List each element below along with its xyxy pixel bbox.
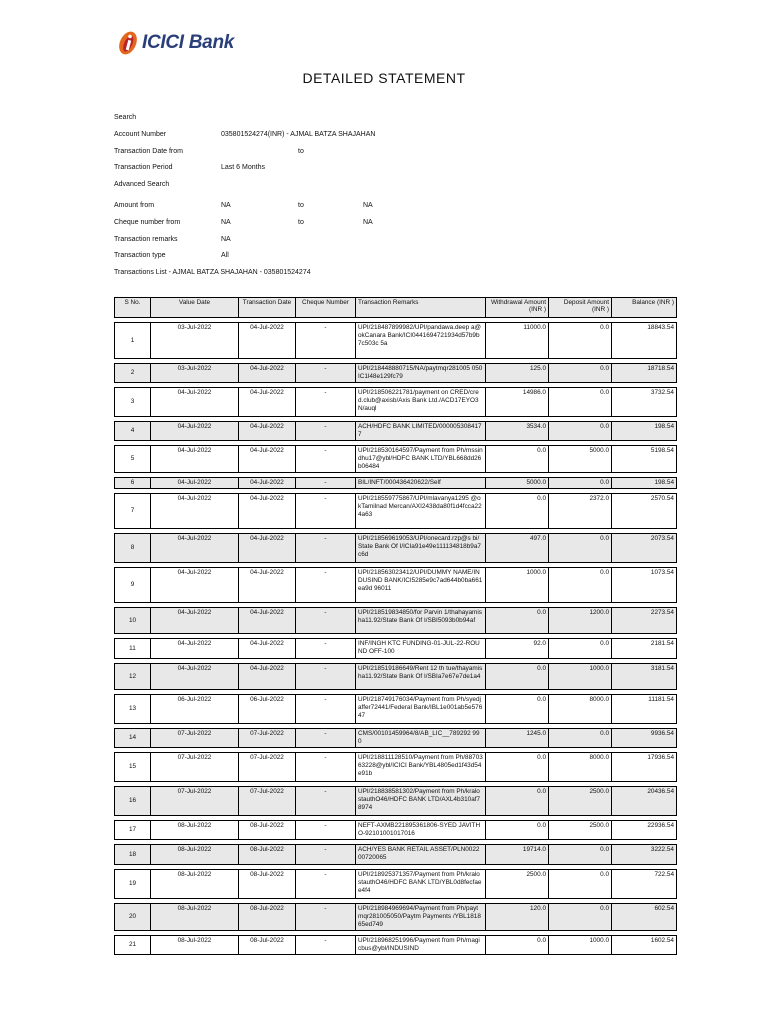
cell-cheque-number: - — [296, 821, 356, 840]
cell-sno: 12 — [115, 664, 151, 690]
cell-remarks: UPI/218811128510/Payment from Ph/8870363228@ybl/ICICI Bank/YBL4805ed1f43d54e91b — [356, 753, 486, 782]
cell-remarks: UPI/218569619053/UPI/onecard.rzp@s bi/State Bank Of I/ICIa91e49e111134818b9a7c6d — [356, 534, 486, 563]
cell-cheque-number: - — [296, 904, 356, 931]
table-row — [115, 753, 677, 782]
cell-withdrawal: 0.0 — [486, 608, 549, 634]
bank-name: ICICI Bank — [142, 32, 235, 53]
cell-withdrawal: 0.0 — [486, 936, 549, 955]
cell-deposit: 5000.0 — [549, 446, 612, 473]
cell-withdrawal: 125.0 — [486, 364, 549, 383]
cell-transaction-date: 04-Jul-2022 — [239, 422, 296, 441]
cell-cheque-number: - — [296, 787, 356, 816]
cell-value-date: 08-Jul-2022 — [151, 936, 239, 955]
cell-deposit: 0.0 — [549, 639, 612, 659]
cell-balance: 17936.54 — [612, 753, 677, 782]
cell-balance: 11181.54 — [612, 695, 677, 724]
cell-deposit: 8000.0 — [549, 753, 612, 782]
transactions-table — [114, 297, 677, 955]
table-row — [115, 478, 677, 489]
cell-cheque-number: - — [296, 753, 356, 782]
cell-withdrawal: 0.0 — [486, 494, 549, 529]
cell-transaction-date: 04-Jul-2022 — [239, 534, 296, 563]
cell-deposit: 1000.0 — [549, 936, 612, 955]
cell-value-date: 06-Jul-2022 — [151, 695, 239, 724]
cell-balance: 198.54 — [612, 422, 677, 441]
cell-cheque-number: - — [296, 422, 356, 441]
cell-transaction-date: 07-Jul-2022 — [239, 787, 296, 816]
date-to-label: to — [298, 147, 304, 155]
amount-from-label: Amount from — [114, 201, 155, 209]
cell-value-date: 08-Jul-2022 — [151, 870, 239, 899]
cell-sno: 7 — [115, 494, 151, 529]
cell-balance: 22936.54 — [612, 821, 677, 840]
cell-deposit: 0.0 — [549, 845, 612, 865]
cell-sno: 4 — [115, 422, 151, 441]
cell-balance: 2073.54 — [612, 534, 677, 563]
cell-deposit: 8000.0 — [549, 695, 612, 724]
cell-sno: 11 — [115, 639, 151, 659]
cell-value-date: 08-Jul-2022 — [151, 845, 239, 865]
cell-deposit: 0.0 — [549, 534, 612, 563]
cell-remarks: UPI/218519834850/for Parvin 1/thahayamisha11.92/State Bank Of I/SBI5093b0b94af — [356, 608, 486, 634]
cell-cheque-number: - — [296, 478, 356, 489]
cell-cheque-number: - — [296, 608, 356, 634]
cell-sno: 16 — [115, 787, 151, 816]
cell-transaction-date: 08-Jul-2022 — [239, 904, 296, 931]
page-title: DETAILED STATEMENT — [302, 70, 466, 86]
cell-balance: 2570.54 — [612, 494, 677, 529]
cell-value-date: 04-Jul-2022 — [151, 568, 239, 603]
cell-withdrawal: 1000.0 — [486, 568, 549, 603]
cell-value-date: 04-Jul-2022 — [151, 534, 239, 563]
cell-remarks: BIL/INFT/000436420622/Self — [356, 478, 486, 489]
cell-value-date: 07-Jul-2022 — [151, 787, 239, 816]
cell-sno: 5 — [115, 446, 151, 473]
cell-balance: 3181.54 — [612, 664, 677, 690]
cell-balance: 1073.54 — [612, 568, 677, 603]
cell-balance: 18843.54 — [612, 323, 677, 359]
cell-remarks: UPI/218563023412/UPI/DUMMY NAME/INDUSIND BANK/ICI5285e9c7ad644b0ba661ea9d 96011 — [356, 568, 486, 603]
table-row — [115, 446, 677, 473]
cell-withdrawal: 0.0 — [486, 787, 549, 816]
cheque-to-value: NA — [363, 218, 373, 226]
cell-transaction-date: 04-Jul-2022 — [239, 568, 296, 603]
cheque-to-label: to — [298, 218, 304, 226]
cell-value-date: 03-Jul-2022 — [151, 364, 239, 383]
cell-deposit: 1000.0 — [549, 664, 612, 690]
cell-balance: 3732.54 — [612, 388, 677, 417]
cell-cheque-number: - — [296, 568, 356, 603]
cell-sno: 21 — [115, 936, 151, 955]
advanced-search-label: Advanced Search — [114, 181, 170, 189]
col-cheque-number: Cheque Number — [296, 298, 356, 318]
cell-sno: 6 — [115, 478, 151, 489]
col-transaction-date: Transaction Date — [239, 298, 296, 318]
cell-withdrawal: 11000.0 — [486, 323, 549, 359]
cell-value-date: 03-Jul-2022 — [151, 323, 239, 359]
cell-remarks: ACH/YES BANK RETAIL ASSET/PLN002200720065 — [356, 845, 486, 865]
transactions-list-title: Transactions List - AJMAL BATZA SHAJAHAN - 035801524274 — [114, 269, 311, 277]
cell-remarks: UPI/218530164597/Payment from Ph/mssindhu17@ybl/HDFC BANK LTD/YBL668dd26b06484 — [356, 446, 486, 473]
cell-sno: 19 — [115, 870, 151, 899]
cell-balance: 1602.54 — [612, 936, 677, 955]
cell-value-date: 08-Jul-2022 — [151, 821, 239, 840]
cell-transaction-date: 07-Jul-2022 — [239, 753, 296, 782]
cell-transaction-date: 04-Jul-2022 — [239, 446, 296, 473]
cell-transaction-date: 04-Jul-2022 — [239, 388, 296, 417]
cell-sno: 3 — [115, 388, 151, 417]
cell-remarks: UPI/218968251996/Payment from Ph/magicbus@ybl/INDUSIND — [356, 936, 486, 955]
cell-value-date: 04-Jul-2022 — [151, 422, 239, 441]
table-row — [115, 422, 677, 441]
cell-transaction-date: 04-Jul-2022 — [239, 664, 296, 690]
cell-withdrawal: 1245.0 — [486, 729, 549, 748]
col-deposit: Deposit Amount (INR ) — [549, 298, 612, 318]
table-header-row — [115, 298, 677, 318]
cell-remarks: NEFT-AXMB221895361806-SYED JAVITH O-92101001017016 — [356, 821, 486, 840]
cell-deposit: 0.0 — [549, 388, 612, 417]
cell-remarks: UPI/218984969694/Payment from Ph/paytmqr281005050/Paytm Payments /YBL181865ed749 — [356, 904, 486, 931]
cell-cheque-number: - — [296, 388, 356, 417]
cell-balance: 2273.54 — [612, 608, 677, 634]
cell-withdrawal: 0.0 — [486, 821, 549, 840]
cell-withdrawal: 92.0 — [486, 639, 549, 659]
table-row — [115, 870, 677, 899]
cell-cheque-number: - — [296, 664, 356, 690]
cell-deposit: 2500.0 — [549, 821, 612, 840]
cell-transaction-date: 08-Jul-2022 — [239, 936, 296, 955]
table-row — [115, 364, 677, 383]
cell-withdrawal: 19714.0 — [486, 845, 549, 865]
remarks-value: NA — [221, 235, 231, 243]
cell-value-date: 07-Jul-2022 — [151, 729, 239, 748]
cell-deposit: 0.0 — [549, 364, 612, 383]
cell-withdrawal: 0.0 — [486, 446, 549, 473]
cell-remarks: UPI/218838581302/Payment from Ph/kralostauthO46/HDFC BANK LTD/AXL4b310af78974 — [356, 787, 486, 816]
table-row — [115, 494, 677, 529]
period-value: Last 6 Months — [221, 164, 265, 172]
cell-sno: 9 — [115, 568, 151, 603]
cell-value-date: 04-Jul-2022 — [151, 664, 239, 690]
cell-sno: 2 — [115, 364, 151, 383]
cell-remarks: UPI/218925371357/Payment from Ph/kralostauthO46/HDFC BANK LTD/YBL0d8fecfaee4f4 — [356, 870, 486, 899]
cell-cheque-number: - — [296, 729, 356, 748]
cell-remarks: UPI/218506221781/payment on CRED/cred.club@axisb/Axis Bank Ltd./ACD17EYO3N/auql — [356, 388, 486, 417]
cell-cheque-number: - — [296, 639, 356, 659]
cell-transaction-date: 06-Jul-2022 — [239, 695, 296, 724]
table-row — [115, 664, 677, 690]
table-row — [115, 608, 677, 634]
col-value-date: Value Date — [151, 298, 239, 318]
cell-balance: 5198.54 — [612, 446, 677, 473]
table-row — [115, 639, 677, 659]
cell-deposit: 1200.0 — [549, 608, 612, 634]
period-label: Transaction Period — [114, 164, 173, 172]
date-from-label: Transaction Date from — [114, 147, 183, 155]
cell-remarks: ACH/HDFC BANK LIMITED/0000053084177 — [356, 422, 486, 441]
cell-cheque-number: - — [296, 870, 356, 899]
cell-withdrawal: 120.0 — [486, 904, 549, 931]
cell-deposit: 0.0 — [549, 568, 612, 603]
cell-sno: 8 — [115, 534, 151, 563]
table-row — [115, 845, 677, 865]
type-value: All — [221, 252, 229, 260]
cell-balance: 9936.54 — [612, 729, 677, 748]
cell-sno: 20 — [115, 904, 151, 931]
table-row — [115, 323, 677, 359]
cell-transaction-date: 07-Jul-2022 — [239, 729, 296, 748]
table-row — [115, 729, 677, 748]
cell-transaction-date: 04-Jul-2022 — [239, 494, 296, 529]
cell-sno: 14 — [115, 729, 151, 748]
amount-to-label: to — [298, 201, 304, 209]
cell-sno: 1 — [115, 323, 151, 359]
cell-sno: 17 — [115, 821, 151, 840]
table-row — [115, 534, 677, 563]
cell-balance: 602.54 — [612, 904, 677, 931]
col-balance: Balance (INR ) — [612, 298, 677, 318]
search-label: Search — [114, 114, 137, 121]
cell-cheque-number: - — [296, 364, 356, 383]
cell-deposit: 0.0 — [549, 323, 612, 359]
cell-cheque-number: - — [296, 695, 356, 724]
cell-balance: 20436.54 — [612, 787, 677, 816]
cell-transaction-date: 04-Jul-2022 — [239, 639, 296, 659]
amount-to-value: NA — [363, 201, 373, 209]
cell-cheque-number: - — [296, 936, 356, 955]
type-label: Transaction type — [114, 252, 166, 260]
bank-logo — [117, 30, 234, 56]
cell-remarks: UPI/218559775867/UPI/mlavanya1295 @okTamilnad Mercan/AXI2438da80f1d4fcca224a63 — [356, 494, 486, 529]
cell-balance: 722.54 — [612, 870, 677, 899]
cell-withdrawal: 497.0 — [486, 534, 549, 563]
cell-withdrawal: 5000.0 — [486, 478, 549, 489]
cell-transaction-date: 04-Jul-2022 — [239, 478, 296, 489]
cell-deposit: 2372.0 — [549, 494, 612, 529]
table-row — [115, 936, 677, 955]
col-remarks: Transaction Remarks — [356, 298, 486, 318]
cell-balance: 2181.54 — [612, 639, 677, 659]
cell-cheque-number: - — [296, 845, 356, 865]
cell-transaction-date: 08-Jul-2022 — [239, 845, 296, 865]
col-sno: S No. — [115, 298, 151, 318]
cell-balance: 18718.54 — [612, 364, 677, 383]
icici-logo-icon — [117, 30, 139, 56]
table-row — [115, 904, 677, 931]
table-row — [115, 821, 677, 840]
cell-transaction-date: 04-Jul-2022 — [239, 608, 296, 634]
cell-remarks: UPI/218448880715/NA/paytmqr281005 050IC1l48e129fc79 — [356, 364, 486, 383]
cell-cheque-number: - — [296, 534, 356, 563]
cell-deposit: 0.0 — [549, 904, 612, 931]
remarks-label: Transaction remarks — [114, 235, 178, 243]
cell-withdrawal: 0.0 — [486, 695, 549, 724]
cell-deposit: 0.0 — [549, 870, 612, 899]
cell-value-date: 08-Jul-2022 — [151, 904, 239, 931]
cell-remarks: UPI/218749176034/Payment from Ph/syedjaffer72441/Federal Bank/IBL1e001ab5e57647 — [356, 695, 486, 724]
cell-cheque-number: - — [296, 446, 356, 473]
cell-sno: 13 — [115, 695, 151, 724]
table-row — [115, 695, 677, 724]
cell-value-date: 04-Jul-2022 — [151, 478, 239, 489]
cell-deposit: 2500.0 — [549, 787, 612, 816]
cell-deposit: 0.0 — [549, 478, 612, 489]
cell-remarks: UPI/218487899982/UPI/pandawa.deep a@okCanara Bank/ICI0441694721934d57b9b7c503c 5a — [356, 323, 486, 359]
cell-withdrawal: 14986.0 — [486, 388, 549, 417]
cell-transaction-date: 08-Jul-2022 — [239, 821, 296, 840]
cell-sno: 10 — [115, 608, 151, 634]
cell-withdrawal: 2500.0 — [486, 870, 549, 899]
table-row — [115, 388, 677, 417]
cell-transaction-date: 08-Jul-2022 — [239, 870, 296, 899]
col-withdrawal: Withdrawal Amount (INR ) — [486, 298, 549, 318]
cell-sno: 18 — [115, 845, 151, 865]
cell-value-date: 04-Jul-2022 — [151, 608, 239, 634]
amount-from-value: NA — [221, 201, 231, 209]
table-body — [115, 318, 677, 955]
table-row — [115, 787, 677, 816]
cheque-from-label: Cheque number from — [114, 218, 181, 226]
cell-remarks: CMS/00101459964/8/AB_LIC__789292 990 — [356, 729, 486, 748]
cheque-from-value: NA — [221, 218, 231, 226]
account-number-value: 035801524274(INR) - AJMAL BATZA SHAJAHAN — [221, 130, 376, 138]
cell-deposit: 0.0 — [549, 422, 612, 441]
cell-value-date: 04-Jul-2022 — [151, 446, 239, 473]
cell-remarks: INF/INGH KTC FUNDING-01-JUL-22-ROUND OFF-100 — [356, 639, 486, 659]
cell-deposit: 0.0 — [549, 729, 612, 748]
cell-value-date: 04-Jul-2022 — [151, 388, 239, 417]
cell-cheque-number: - — [296, 323, 356, 359]
cell-transaction-date: 04-Jul-2022 — [239, 364, 296, 383]
cell-withdrawal: 0.0 — [486, 664, 549, 690]
cell-value-date: 07-Jul-2022 — [151, 753, 239, 782]
account-number-label: Account Number — [114, 130, 167, 138]
cell-value-date: 04-Jul-2022 — [151, 494, 239, 529]
table-row — [115, 568, 677, 603]
cell-withdrawal: 3534.0 — [486, 422, 549, 441]
cell-sno: 15 — [115, 753, 151, 782]
cell-remarks: UPI/218519186649/Rent 12 th tue/thayamisha11.92/State Bank Of I/SBIa7e67e7de1a4 — [356, 664, 486, 690]
cell-cheque-number: - — [296, 494, 356, 529]
cell-value-date: 04-Jul-2022 — [151, 639, 239, 659]
cell-transaction-date: 04-Jul-2022 — [239, 323, 296, 359]
cell-balance: 3222.54 — [612, 845, 677, 865]
cell-balance: 198.54 — [612, 478, 677, 489]
cell-withdrawal: 0.0 — [486, 753, 549, 782]
